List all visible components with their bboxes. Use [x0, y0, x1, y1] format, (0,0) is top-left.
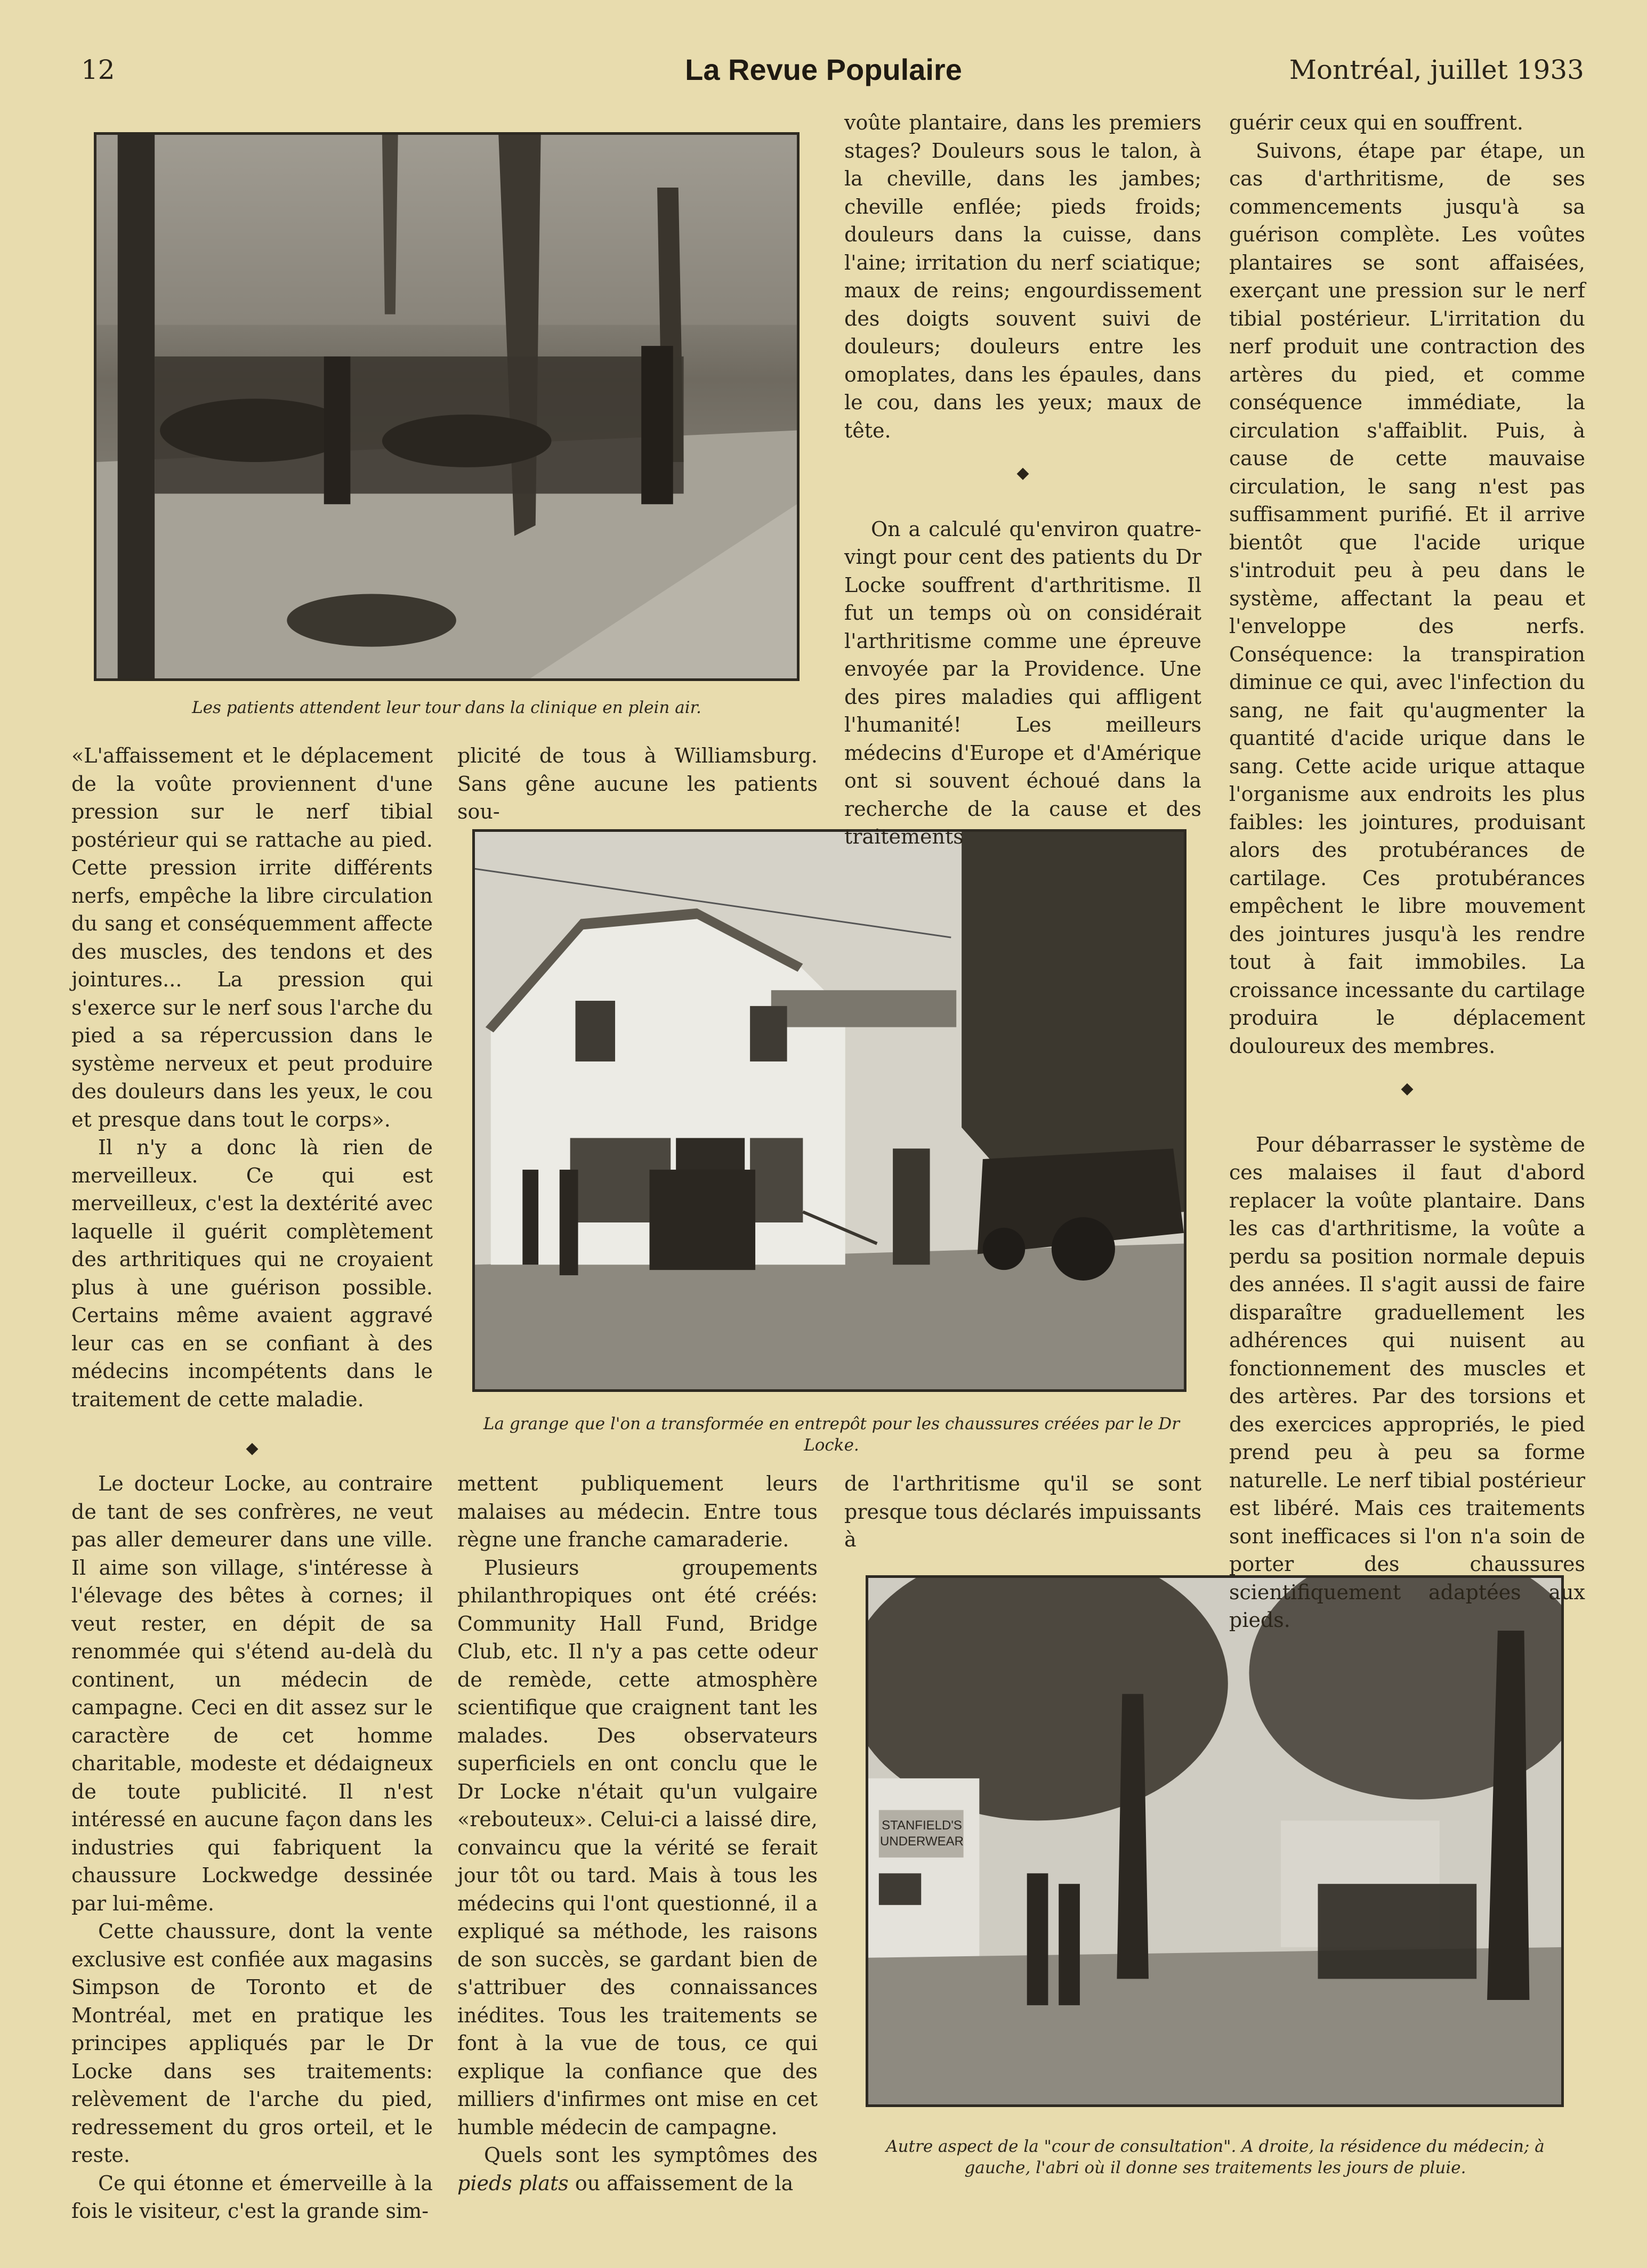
- article-col4: [1229, 109, 1585, 1634]
- paragraph: de l'arthritisme qu'il se sont presque tous déclarés impuissants à: [844, 1472, 1201, 1551]
- photo-barn-warehouse: [472, 829, 1186, 1392]
- paragraph: On a calculé qu'environ quatre-vingt pour cent des patients du Dr Locke souffrent d'arthritisme. Il fut un temps où on considérait l'arthritisme comme une épreuve envoyée par la Providence. Une des pires maladies qui affligent l'humanité! Les meilleurs médecins d'Europe et d'Amérique ont si souvent échoué dans la recherche de la cause et des traitements: [844, 517, 1201, 848]
- paragraph: Suivons, étape par étape, un cas d'arthritisme, de ses commencements jusqu'à sa guérison complète. Les voûtes plantaires se sont affaisées, exerçant une pression sur le nerf tibial postérieur. L'irritation du nerf produit une contraction des artères du pied, et comme conséquence immédiate, la circulation s'affaiblit. Puis, à cause de cette mauvaise circulation, le sang n'est pas suffisamment purifié. Et il arrive bientôt que l'acide urique s'introduit peu à peu dans le système, affectant la peau et l'enveloppe des nerfs. Conséquence: la transpiration diminue ce qui, avec l'infection du sang, ne fait qu'augmenter la quantité d'acide urique dans le sang. Cette acide urique attaque l'organisme aux endroits les plus faibles: les jointures, produisant alors des protubérances de cartilage. Ces protubérances empêchent le libre mouvement des jointures jusqu'à les rendre tout à fait immobiles. La croissance incessante du cartilage produira le déplacement douloureux des membres.: [1229, 139, 1585, 1058]
- photo3-caption: Autre aspect de la "cour de consultation". A droite, la résidence du médecin; à gauche, l'abri où il donne ses traitements les jours de pluie.: [886, 2137, 1545, 2177]
- section-divider-icon: ◆: [1016, 464, 1029, 482]
- photo-consultation-yard: [866, 1575, 1564, 2107]
- photo-outdoor-clinic: [94, 132, 800, 681]
- section-divider-icon: ◆: [1401, 1079, 1414, 1098]
- article-col1-top: [71, 742, 433, 1473]
- issue-date: Montréal, juillet 1933: [1289, 54, 1584, 85]
- paragraph: «L'affaissement et le déplacement de la voûte proviennent d'une pression sur le nerf tibial postérieur qui se rattache au pied. Cette pression irrite différents nerfs, empêche la libre circulation du sang et conséquemment affecte des muscles, des tendons et des jointures... La pression qui s'exerce sur le nerf sous l'arche du pied a sa répercussion dans le système nerveux et peut produire des douleurs dans les yeux, le cou et presque dans tout le corps».: [71, 744, 433, 1131]
- photo2-caption: La grange que l'on a transformée en entrepôt pour les chaussures créées par le Dr Locke.: [483, 1414, 1180, 1455]
- paragraph: plicité de tous à Williamsburg. Sans gêne aucune les patients sou-: [457, 744, 818, 823]
- paragraph: mettent publiquement leurs malaises au médecin. Entre tous règne une franche camaraderie.: [457, 1472, 818, 1551]
- shop-sign: STANFIELD'S UNDERWEAR: [880, 1818, 964, 1849]
- article-col1-bottom: [71, 1470, 433, 2225]
- text-run: ou affaissement de la: [568, 2171, 794, 2195]
- paragraph: Ce qui étonne et émerveille à la fois le visiteur, c'est la grande sim-: [71, 2171, 433, 2223]
- article-col3-top: [844, 109, 1201, 851]
- text-run: Quels sont les symptômes des: [484, 2143, 818, 2167]
- paragraph: Plusieurs groupements philanthropiques ont été créés: Community Hall Fund, Bridge Club, etc. Il n'y a pas cette odeur de remède, cette atmosphère scientifique que craignent tant les malades. Des observateurs superficiels en ont conclu que le Dr Locke n'était qu'un vulgaire «rebouteux». Celui-ci a laissé dire, convaincu que la vérité se ferait jour tôt ou tard. Mais à tous les médecins qui l'ont questionné, il a expliqué sa méthode, les raisons de son succès, se gardant bien de s'attribuer des connaissances inédites. Tous les traitements se font à la vue de tous, ce qui explique la confiance que des milliers d'infirmes ont mise en cet humble médecin de campagne.: [457, 1556, 818, 2139]
- article-col2-top: [457, 742, 818, 826]
- paragraph: guérir ceux qui en souffrent.: [1229, 111, 1524, 134]
- section-divider-icon: ◆: [246, 1439, 259, 1457]
- paragraph: Le docteur Locke, au contraire de tant de ses confrères, ne veut pas aller demeurer dans une ville. Il aime son village, s'intéresse à l'élevage des bêtes à cornes; il veut rester, en dépit de sa renommée qui s'étend au-delà du continent, un médecin de campagne. Ceci en dit assez sur le caractère de cet homme charitable, modeste et dédaigneux de toute publicité. Il n'est intéressé en aucune façon dans les industries qui fabriquent la chaussure Lockwedge dessinée par lui-même.: [71, 1472, 433, 1915]
- paragraph: voûte plantaire, dans les premiers stages? Douleurs sous le talon, à la cheville, dans les jambes; cheville enflée; pieds froids; douleurs dans la cuisse, dans l'aine; irritation du nerf sciatique; maux de reins; engourdissement des doigts souvent suivi de douleurs; douleurs entre les omoplates, dans les épaules, dans le cou, dans les yeux; maux de tête.: [844, 111, 1201, 442]
- paragraph: Cette chaussure, dont la vente exclusive est confiée aux magasins Simpson de Toronto et de Montréal, met en pratique les principes appliqués par le Dr Locke dans ses traitements: relèvement de l'arche du pied, redressement du gros orteil, et le reste.: [71, 1919, 433, 2167]
- paragraph: Pour débarrasser le système de ces malaises il faut d'abord replacer la voûte plantaire. Dans les cas d'arthritisme, la voûte a perdu sa position normale depuis des années. Il s'agit aussi de faire disparaître graduellement les adhérences qui nuisent au fonctionnement des muscles et des artères. Par des torsions et des exercices appropriés, le pied prend peu à peu sa forme naturelle. Le nerf tibial postérieur est libéré. Mais ces traitements sont inefficaces si l'on n'a soin de porter des chaussures scientifiquement adaptées aux pieds.: [1229, 1132, 1585, 1632]
- article-col3-bottom: [844, 1470, 1201, 1554]
- paragraph: [457, 2141, 818, 2197]
- paragraph: Il n'y a donc là rien de merveilleux. Ce qui est merveilleux, c'est la dextérité avec laquelle il guérit complètement des arthritiques qui ne croyaient plus à une guérison possible. Certains même avaient aggravé leur cas en se confiant à des médecins incompétents dans le traitement de cette maladie.: [71, 1136, 433, 1411]
- emphasis: pieds plats: [457, 2171, 569, 2195]
- page-number: 12: [81, 54, 115, 85]
- article-col2-bottom: [457, 1470, 818, 2197]
- magazine-title: La Revue Populaire: [685, 53, 962, 86]
- photo1-caption: Les patients attendent leur tour dans la clinique en plein air.: [192, 698, 701, 717]
